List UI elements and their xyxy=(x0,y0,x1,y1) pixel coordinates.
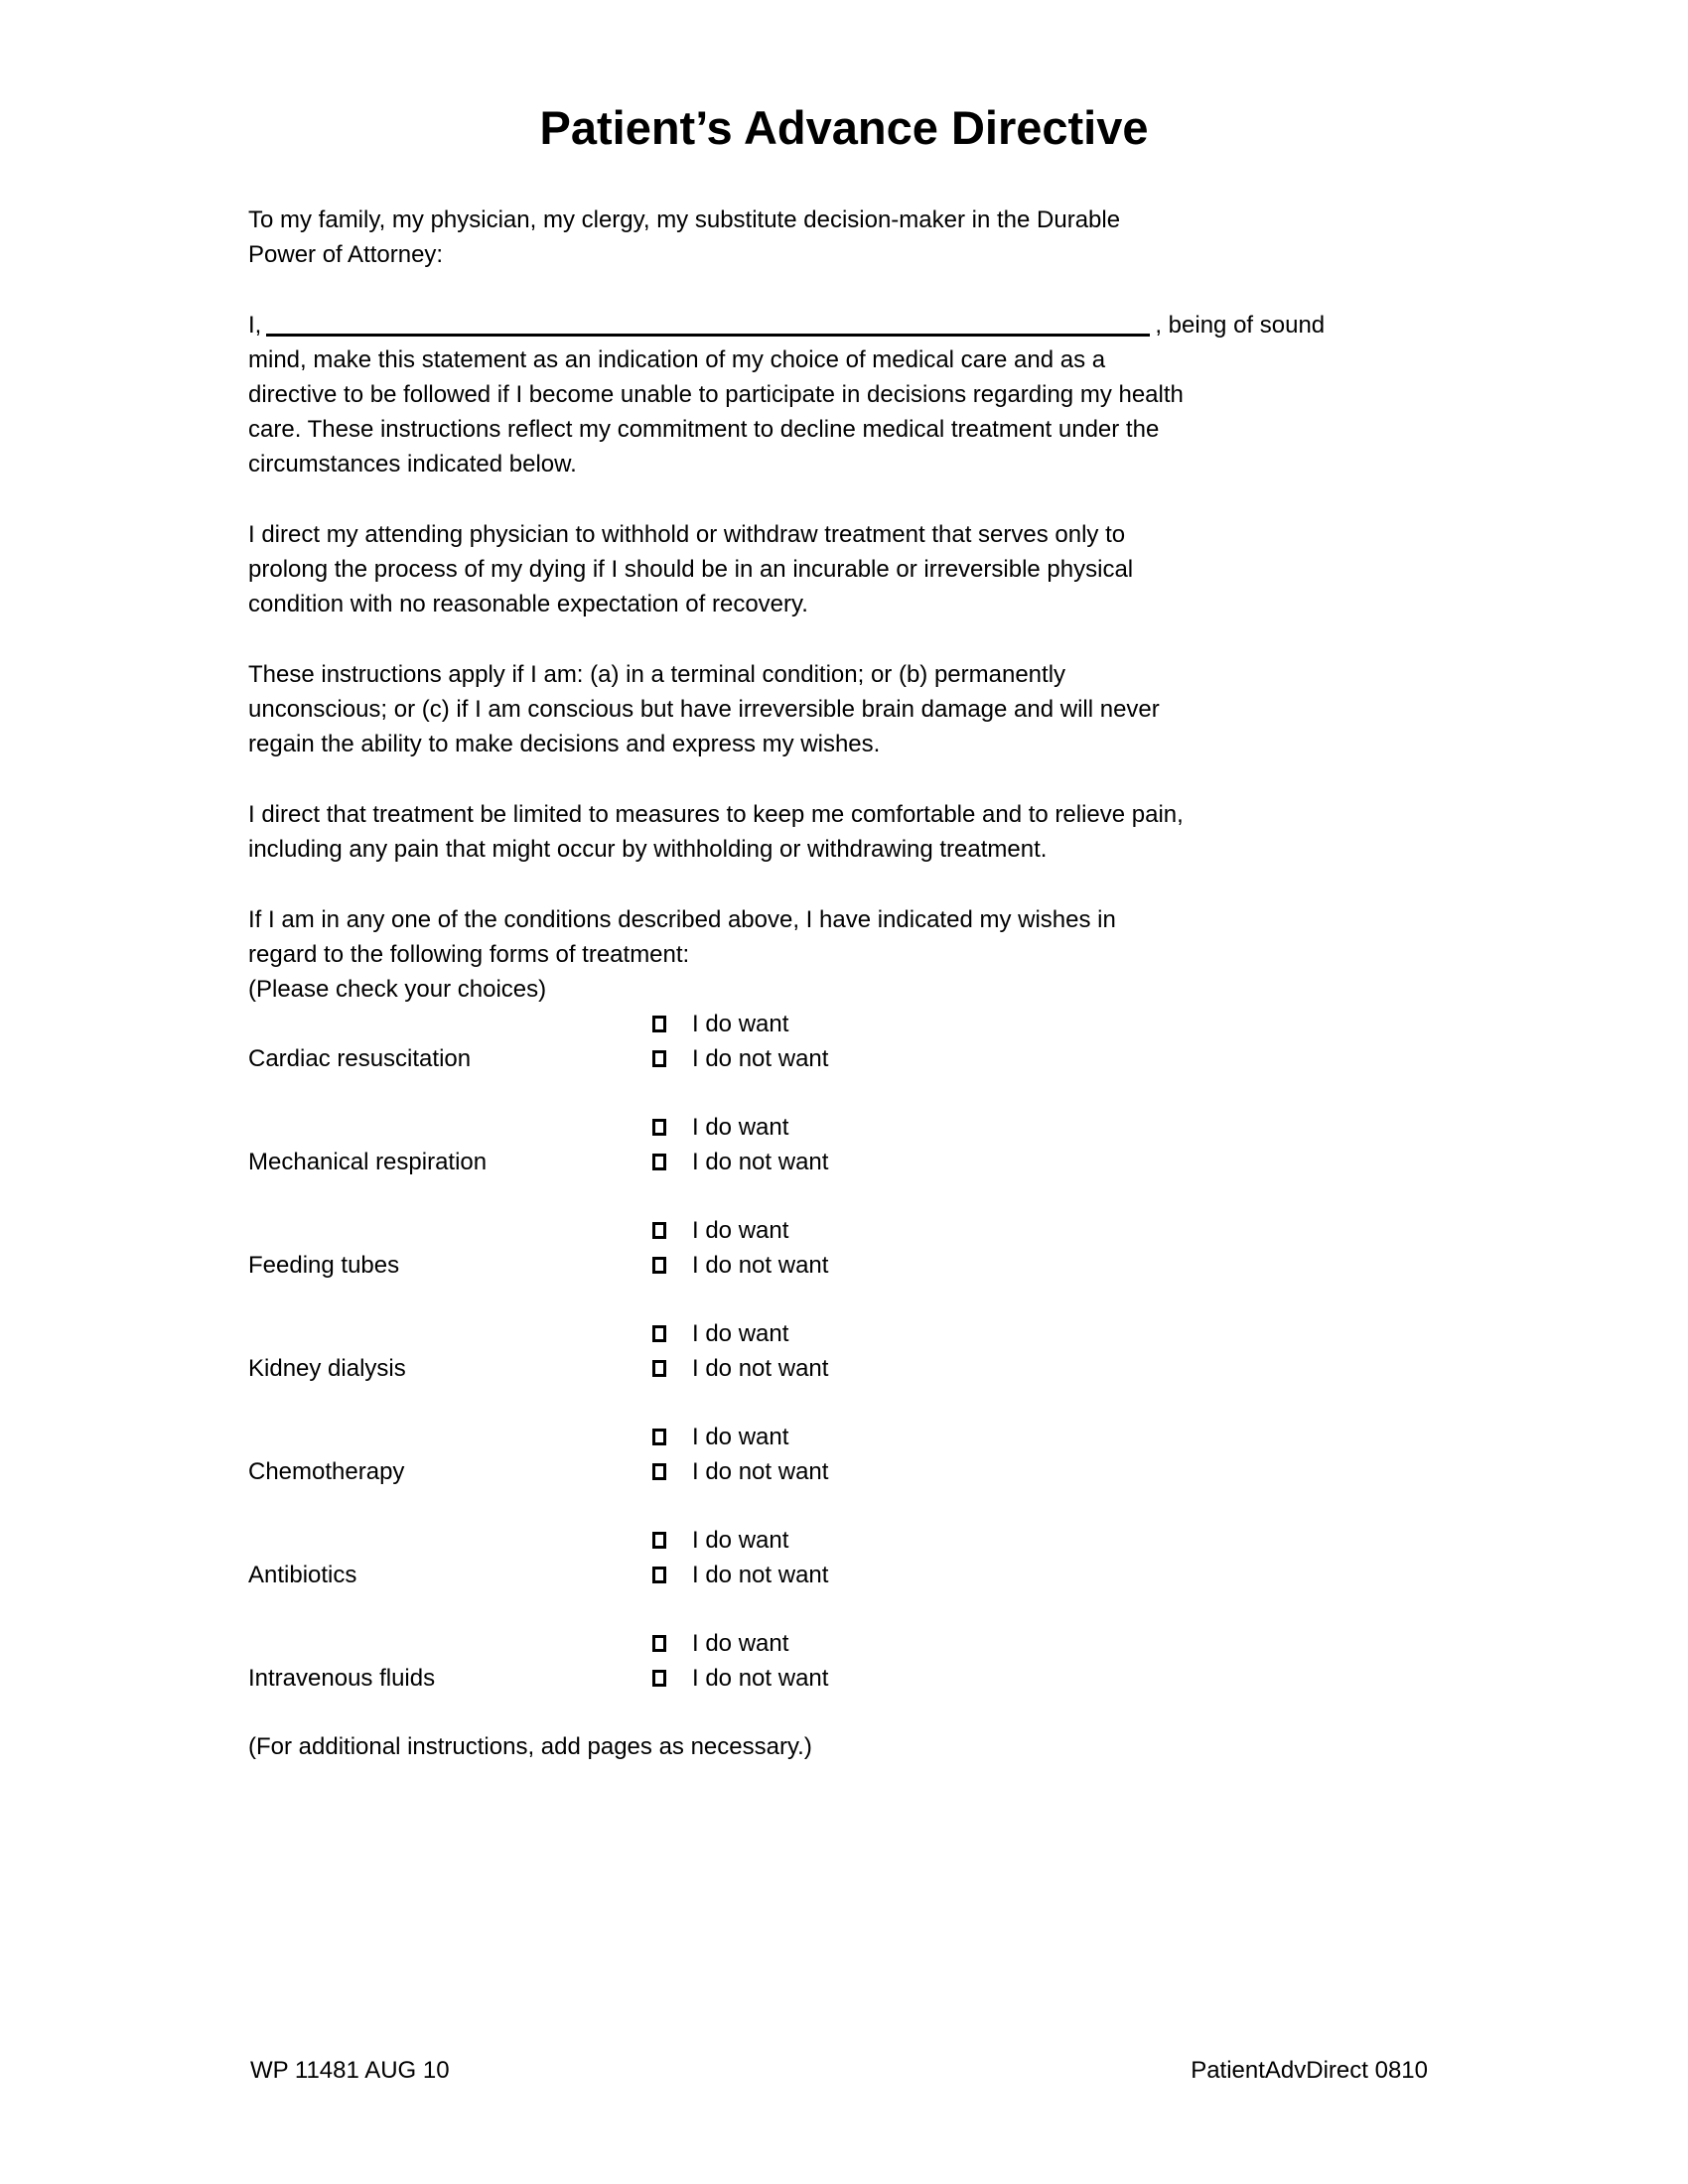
want-option-row xyxy=(652,1523,1452,1558)
check-group-antibiotics xyxy=(248,1523,1452,1592)
check-options xyxy=(652,1626,1452,1696)
check-group-feeding-tubes xyxy=(248,1213,1452,1283)
checkbox-antibiotics-want[interactable] xyxy=(652,1532,666,1549)
want-option-row xyxy=(652,1213,1452,1248)
document-body xyxy=(248,203,1452,1764)
check-group-mechanical-respiration xyxy=(248,1110,1452,1179)
treatment-label: Kidney dialysis xyxy=(248,1355,406,1382)
not-want-option-row xyxy=(652,1351,1452,1386)
declaration-prefix: I, xyxy=(248,312,262,339)
intro-paragraph: To my family, my physician, my clergy, my substitute decision-maker in the Durable Power of Attorney: xyxy=(248,206,1121,268)
check-options xyxy=(652,1213,1452,1283)
document-title: Patient’s Advance Directive xyxy=(539,101,1149,154)
want-option-label: I do want xyxy=(692,1319,789,1347)
check-options xyxy=(652,1316,1452,1386)
not-want-option-label: I do not want xyxy=(692,1664,829,1692)
withhold-treatment-paragraph: I direct my attending physician to withhold or withdraw treatment that serves only to prolong the process of my dying if I should be in an incurable or irreversible physical condition with no reasonable expectation of recovery. xyxy=(248,521,1134,617)
want-option-row xyxy=(652,1110,1452,1145)
checkbox-cardiac-resuscitation-want[interactable] xyxy=(652,1016,666,1032)
want-option-label: I do want xyxy=(692,1216,789,1244)
check-instruction: (Please check your choices) xyxy=(248,976,547,1003)
declaration-first-line xyxy=(248,308,1452,342)
check-options xyxy=(652,1110,1452,1179)
footer-doc-id: PatientAdvDirect 0810 xyxy=(1191,2057,1428,2084)
check-options xyxy=(652,1007,1452,1076)
not-want-option-row xyxy=(652,1041,1452,1076)
declaration-paragraph xyxy=(248,308,1452,481)
treatment-checklist xyxy=(248,1007,1452,1696)
checkbox-feeding-tubes-not-want[interactable] xyxy=(652,1257,666,1274)
check-group-chemotherapy xyxy=(248,1420,1452,1489)
checkbox-antibiotics-not-want[interactable] xyxy=(652,1567,666,1583)
check-options xyxy=(652,1420,1452,1489)
checkbox-chemotherapy-want[interactable] xyxy=(652,1429,666,1445)
want-option-row xyxy=(652,1626,1452,1661)
not-want-option-row xyxy=(652,1248,1452,1283)
check-group-cardiac-resuscitation xyxy=(248,1007,1452,1076)
checkbox-intravenous-fluids-want[interactable] xyxy=(652,1635,666,1652)
checkbox-chemotherapy-not-want[interactable] xyxy=(652,1463,666,1480)
not-want-option-label: I do not want xyxy=(692,1561,829,1588)
treatment-label: Feeding tubes xyxy=(248,1252,400,1279)
declaration-body-lines: mind, make this statement as an indication of my choice of medical care and as a directive to be followed if I become unable to participate in decisions regarding my health care. These instructions reflect my commitment to decline medical treatment under the circumstances indicated below. xyxy=(248,346,1184,478)
declaration-first-line-suffix: , being of sound xyxy=(1155,312,1326,339)
wishes-paragraph-lines: If I am in any one of the conditions described above, I have indicated my wishes in regard to the following forms of treatment: xyxy=(248,906,1116,968)
checkbox-mechanical-respiration-not-want[interactable] xyxy=(652,1154,666,1170)
want-option-label: I do want xyxy=(692,1010,789,1037)
not-want-option-row xyxy=(652,1558,1452,1592)
not-want-option-label: I do not want xyxy=(692,1354,829,1382)
not-want-option-label: I do not want xyxy=(692,1457,829,1485)
not-want-option-row xyxy=(652,1661,1452,1696)
want-option-label: I do want xyxy=(692,1423,789,1450)
checkbox-cardiac-resuscitation-not-want[interactable] xyxy=(652,1050,666,1067)
checkbox-kidney-dialysis-want[interactable] xyxy=(652,1325,666,1342)
treatment-label: Mechanical respiration xyxy=(248,1149,488,1175)
treatment-label: Antibiotics xyxy=(248,1562,357,1588)
not-want-option-label: I do not want xyxy=(692,1044,829,1072)
page-footer xyxy=(250,2053,1428,2088)
footer-form-number: WP 11481 AUG 10 xyxy=(250,2057,450,2084)
wishes-paragraph xyxy=(248,902,1452,1007)
checkbox-mechanical-respiration-want[interactable] xyxy=(652,1119,666,1136)
comfort-measures-paragraph: I direct that treatment be limited to measures to keep me comfortable and to relieve pain, including any pain that might occur by withholding or withdrawing treatment. xyxy=(248,801,1184,863)
treatment-label: Cardiac resuscitation xyxy=(248,1045,472,1072)
want-option-label: I do want xyxy=(692,1526,789,1554)
want-option-row xyxy=(652,1007,1452,1041)
not-want-option-row xyxy=(652,1145,1452,1179)
want-option-row xyxy=(652,1316,1452,1351)
want-option-label: I do want xyxy=(692,1629,789,1657)
want-option-row xyxy=(652,1420,1452,1454)
patient-name-blank-field[interactable] xyxy=(266,330,1150,337)
checkbox-kidney-dialysis-not-want[interactable] xyxy=(652,1360,666,1377)
treatment-label: Chemotherapy xyxy=(248,1458,405,1485)
want-option-label: I do want xyxy=(692,1113,789,1141)
treatment-label: Intravenous fluids xyxy=(248,1665,436,1692)
not-want-option-label: I do not want xyxy=(692,1251,829,1279)
check-group-kidney-dialysis xyxy=(248,1316,1452,1386)
not-want-option-label: I do not want xyxy=(692,1148,829,1175)
conditions-apply-paragraph: These instructions apply if I am: (a) in a terminal condition; or (b) permanently unconscious; or (c) if I am conscious but have irreversible brain damage and will never regain the ability to make decisions and express my wishes. xyxy=(248,661,1160,757)
check-group-intravenous-fluids xyxy=(248,1626,1452,1696)
additional-instructions-note: (For additional instructions, add pages as necessary.) xyxy=(248,1733,812,1760)
check-options xyxy=(652,1523,1452,1592)
checkbox-feeding-tubes-want[interactable] xyxy=(652,1222,666,1239)
not-want-option-row xyxy=(652,1454,1452,1489)
checkbox-intravenous-fluids-not-want[interactable] xyxy=(652,1670,666,1687)
